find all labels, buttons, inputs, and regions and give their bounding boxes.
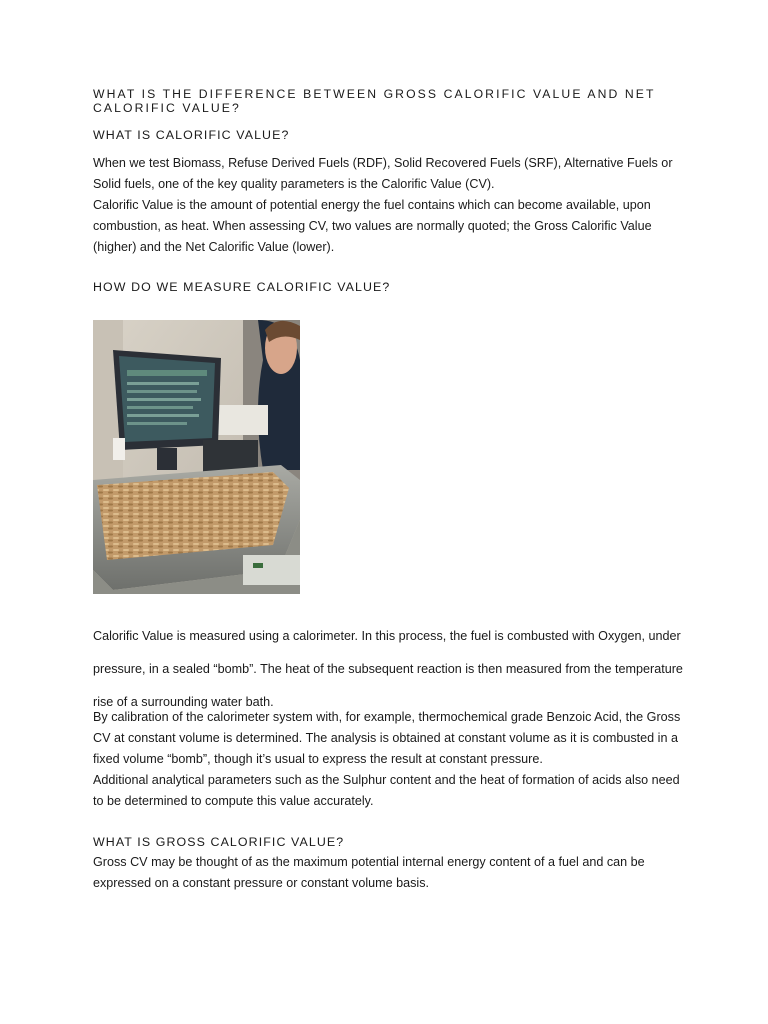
section-measure-body-2 [93, 707, 683, 812]
section-heading-calorific-value: WHAT IS CALORIFIC VALUE? [93, 128, 290, 142]
photo-illustration [93, 320, 300, 594]
section-measure-body-1 [93, 620, 683, 719]
section-calorific-value-body [93, 153, 683, 258]
paragraph: Calorific Value is measured using a calorimeter. In this process, the fuel is combusted with Oxygen, under pressure, in a sealed “bomb”. The heat of the subsequent reaction is then measured from the temperature rise of a surrounding water bath. [93, 629, 683, 709]
paragraph: Calorific Value is the amount of potential energy the fuel contains which can become available, upon combustion, as heat. When assessing CV, two values are normally quoted; the Gross Calorific Value (higher) and the Net Calorific Value (lower). [93, 198, 652, 254]
paragraph: By calibration of the calorimeter system with, for example, thermochemical grade Benzoic Acid, the Gross CV at constant volume is determined. The analysis is obtained at constant volume as it is combusted in a fixed volume “bomb”, though it’s usual to express the result at constant pressure. [93, 710, 681, 766]
section-heading-measure-calorific-value: HOW DO WE MEASURE CALORIFIC VALUE? [93, 280, 391, 294]
section-gross-calorific-value-body [93, 852, 683, 894]
paragraph: Gross CV may be thought of as the maximum potential internal energy content of a fuel and can be expressed on a constant pressure or constant volume basis. [93, 855, 645, 890]
document-title: WHAT IS THE DIFFERENCE BETWEEN GROSS CALORIFIC VALUE AND NET CALORIFIC VALUE? [93, 87, 656, 115]
paragraph: When we test Biomass, Refuse Derived Fuels (RDF), Solid Recovered Fuels (SRF), Alternative Fuels or Solid fuels, one of the key quality parameters is the Calorific Value (CV). [93, 156, 673, 191]
calorimeter-lab-photo [93, 320, 300, 594]
section-heading-gross-calorific-value: WHAT IS GROSS CALORIFIC VALUE? [93, 835, 345, 849]
paragraph: Additional analytical parameters such as the Sulphur content and the heat of formation of acids also need to be determined to compute this value accurately. [93, 773, 680, 808]
